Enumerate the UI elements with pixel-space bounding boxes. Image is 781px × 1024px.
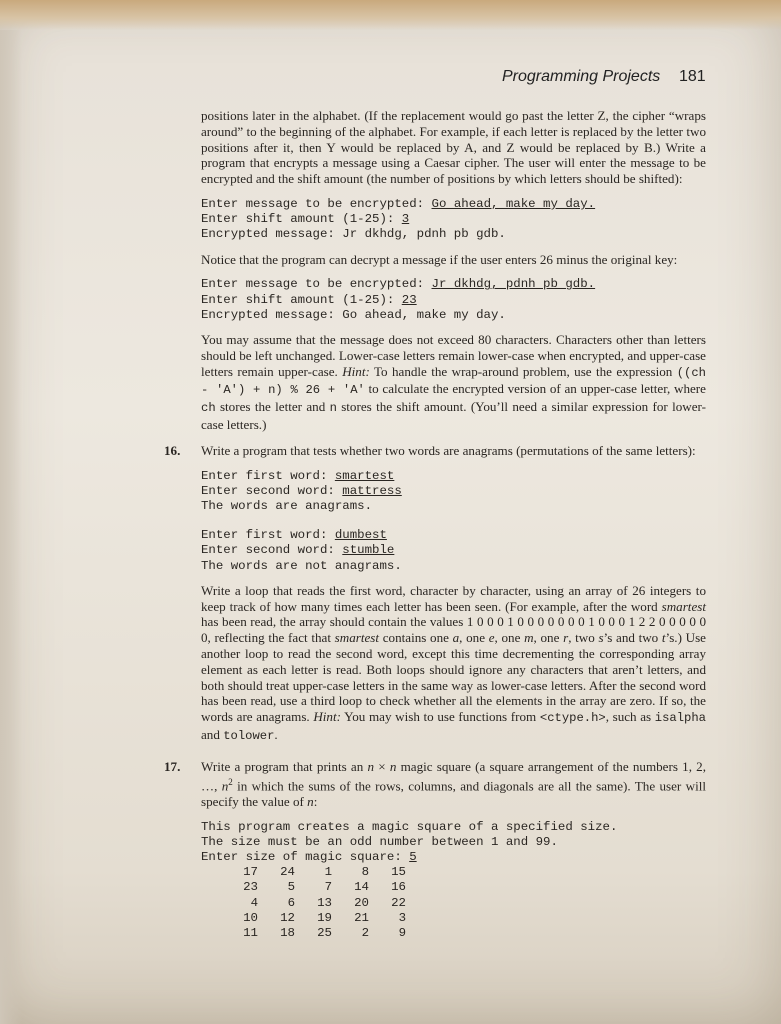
magic-square-row xyxy=(221,880,406,895)
magic-square-run: This program creates a magic square of a specified size. The size must be an odd number between 1 and 99. Enter size of magic square: 5 xyxy=(201,819,618,864)
anagram-run-2: Enter first word: dumbest Enter second word: stumble The words are not anagrams. xyxy=(201,528,402,573)
magic-square-cell: 18 xyxy=(280,925,295,940)
project-16-intro: Write a program that tests whether two words are anagrams (permutations of the same letters): xyxy=(201,442,696,458)
magic-square-cell: 3 xyxy=(398,910,406,925)
magic-square-cell: 7 xyxy=(324,880,332,895)
project-number: 16. xyxy=(164,442,181,458)
magic-square-cell: 17 xyxy=(243,865,258,880)
magic-square-cell: 10 xyxy=(243,910,258,925)
magic-square-cell: 15 xyxy=(391,865,406,880)
input-shift: 23 xyxy=(401,292,417,307)
input-message: Go ahead, make my day. xyxy=(431,196,596,211)
prompt-shift: Enter shift amount (1-25): xyxy=(201,292,402,307)
output-encrypted: Encrypted message: Go ahead, make my day. xyxy=(201,307,506,322)
magic-square-cell: 14 xyxy=(354,880,369,895)
magic-square-cell: 16 xyxy=(391,880,406,895)
input-message: Jr dkhdg, pdnh pb gdb. xyxy=(431,277,596,292)
prompt-shift: Enter shift amount (1-25): xyxy=(201,212,402,227)
magic-square-cell: 2 xyxy=(361,925,369,940)
project-17 xyxy=(164,758,707,941)
magic-square-cell: 19 xyxy=(317,910,332,925)
magic-square-cell: 4 xyxy=(250,895,258,910)
magic-square-cell: 21 xyxy=(354,910,369,925)
input-shift: 3 xyxy=(401,212,410,227)
magic-square-cell: 11 xyxy=(243,925,258,940)
magic-square-row xyxy=(221,896,406,911)
page-top-edge xyxy=(0,0,781,30)
magic-square-cell: 23 xyxy=(243,880,258,895)
magic-square-row xyxy=(221,926,406,941)
decrypt-note: Notice that the program can decrypt a message if the user enters 26 minus the original key: xyxy=(201,251,678,267)
magic-square-cell: 8 xyxy=(361,865,369,880)
anagram-run-1: Enter first word: smartest Enter second word: mattress The words are anagrams. xyxy=(201,468,402,513)
magic-square-cell: 13 xyxy=(317,895,332,910)
project-16-body: Write a loop that reads the first word, character by character, using an array of 26 integers to keep track of how many times each letter has been seen. (For example, after the word smartest has been read, the array should contain the values 1 0 0 0 1 0 0 0 0 0 0 0 1 0 0 0 1 2 2 0 0 0 0 0 0, reflecting the fact that smartest contains one a, one e, one m, one r, two s’s and two t’s.) Use another loop to read the second word, except this time decrementing the corresponding array element as each letter is read. Both loops should ignore any characters that aren’t letters, and both should treat upper-case letters in the same way as lower-case letters. After the second word has been read, use a third loop to check whether all the elements in the array are zero. If so, the words are anagrams. Hint: You may wish to use functions from <ctype.h>, such as isalpha and tolower. xyxy=(201,582,706,743)
header-title: Programming Projects xyxy=(502,68,661,85)
project-number: 17. xyxy=(164,758,181,774)
magic-square-row xyxy=(221,911,406,926)
example-decrypt xyxy=(201,277,706,323)
page-number: 181 xyxy=(679,68,706,85)
magic-square-grid xyxy=(221,865,406,941)
running-header xyxy=(490,68,710,90)
project-17-intro: Write a program that prints an n × n magic square (a square arrangement of the numbers 1, 2, …, $n^2$ in which the sums of the rows, columns, and diagonals are all the same). The user will specify the value of n: xyxy=(201,758,707,809)
assumptions-paragraph: You may assume that the message does not exceed 80 characters. Characters other than letters should be left unchanged. Lower-case letters remain lower-case when encrypted, and upper-case letters remain upper-case. Hint: To handle the wrap-around problem, use the expression ((ch - 'A') + n) % 26 + 'A' to calculate the encrypted version of an upper-case letter, where ch stores the letter and n stores the shift amount. (You’ll need a similar expression for lower-case letters.) xyxy=(201,332,707,432)
magic-square-cell: 6 xyxy=(287,895,295,910)
magic-square-cell: 25 xyxy=(317,925,332,940)
magic-square-row xyxy=(221,865,406,880)
magic-square-cell: 1 xyxy=(324,865,332,880)
magic-square-cell: 22 xyxy=(391,895,406,910)
page-left-shadow xyxy=(0,30,22,1024)
intro-paragraph: positions later in the alphabet. (If the replacement would go past the letter Z, the cipher “wraps around” to the beginning of the alphabet. For example, if each letter is replaced by the letter two positions after it, then Y would be replaced by A, and Z would be replaced by B.) Write a program that encrypts a message using a Caesar cipher. The user will enter the message to be encrypted and the shift amount (the number of positions by which letters should be shifted): xyxy=(201,108,706,187)
project-16 xyxy=(164,442,706,745)
magic-square-cell: 20 xyxy=(354,895,369,910)
magic-square-cell: 24 xyxy=(280,865,295,880)
prompt-message: Enter message to be encrypted: xyxy=(201,196,432,211)
prompt-message: Enter message to be encrypted: xyxy=(201,277,432,292)
magic-square-cell: 12 xyxy=(280,910,295,925)
magic-square-cell: 5 xyxy=(287,880,295,895)
page-body xyxy=(164,108,707,941)
magic-square-cell: 9 xyxy=(398,925,406,940)
output-encrypted: Encrypted message: Jr dkhdg, pdnh pb gdb. xyxy=(201,227,506,242)
example-encrypt xyxy=(201,197,706,243)
